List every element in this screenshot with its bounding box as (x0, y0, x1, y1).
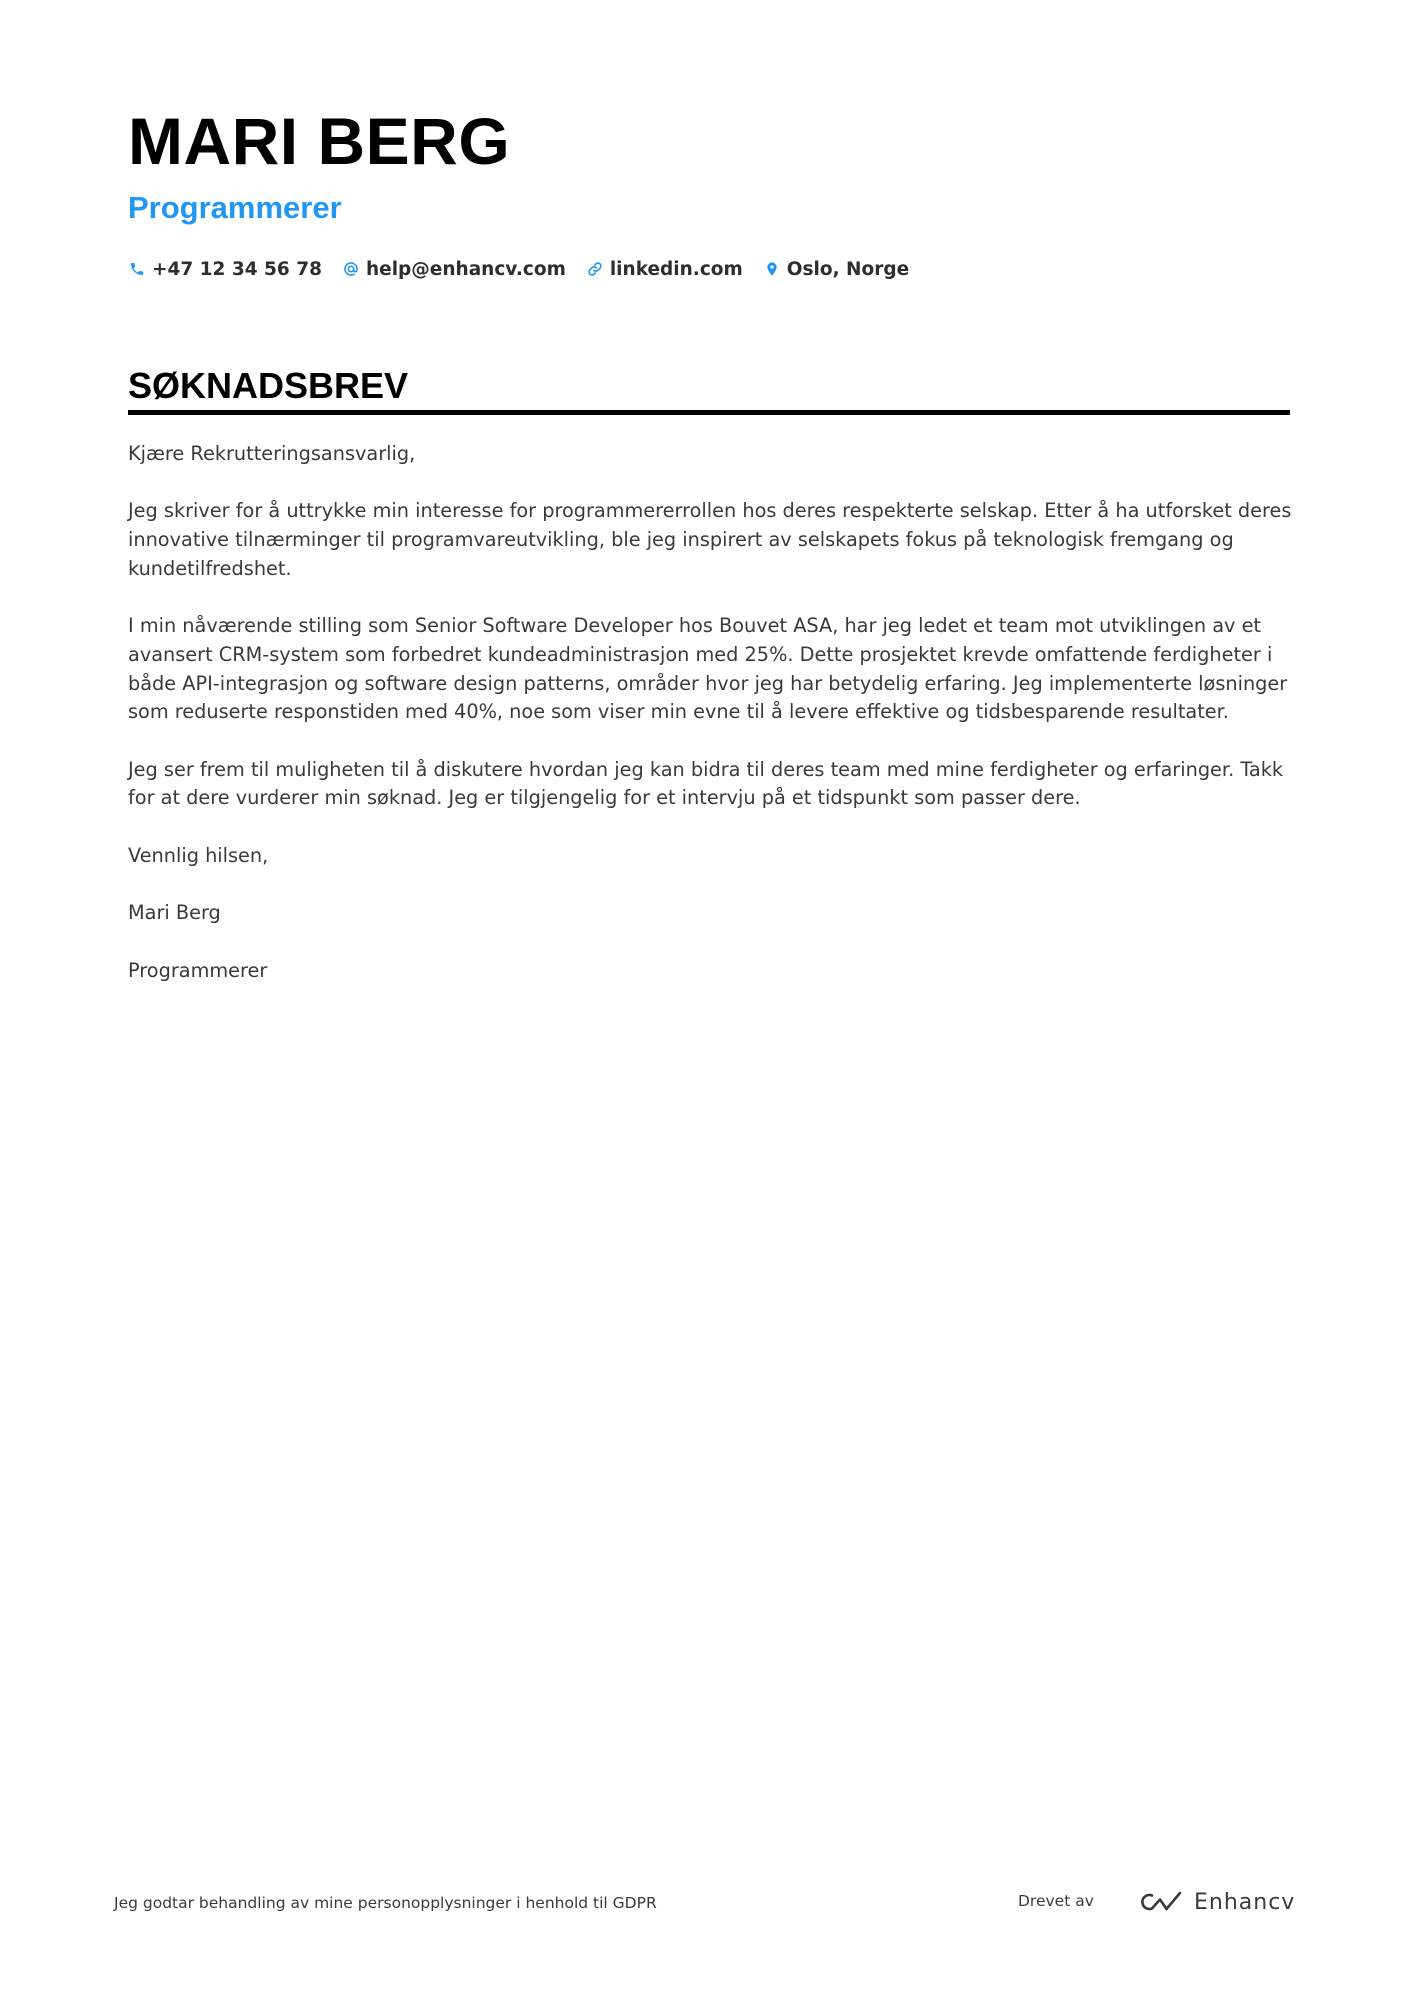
section-title: SØKNADSBREV (128, 365, 409, 406)
phone-number: +47 12 34 56 78 (152, 258, 322, 280)
letter-closing: Vennlig hilsen, (128, 843, 269, 867)
contact-location (763, 259, 909, 280)
letter-paragraph: Jeg skriver for å uttrykke min interesse for programmererrollen hos deres respekterte selskap. Etter å ha utforsket deres innovative tilnærminger til programvareutvikling, ble jeg inspirert av selskapets fokus på teknologisk fremgang og kundetilfredshet. (128, 499, 1292, 580)
candidate-name: MARI BERG (128, 104, 511, 178)
contact-link[interactable] (586, 259, 743, 280)
enhancv-logo-icon (1138, 1889, 1184, 1915)
letter-body (128, 440, 1293, 1014)
gdpr-consent-note: Jeg godtar behandling av mine personopplysninger i henhold til GDPR (114, 1894, 657, 1912)
letter-paragraph: I min nåværende stilling som Senior Software Developer hos Bouvet ASA, har jeg ledet et team mot utviklingen av et avansert CRM-system som forbedret kundeadministrasjon med 25%. Dette prosjektet krevde omfattende ferdigheter i både API-integrasjon og software design patterns, områder hvor jeg har betydelig erfaring. Jeg implementerte løsninger som reduserte responstiden med 40%, noe som viser min evne til å levere effektive og tidsbesparende resultater. (128, 614, 1288, 724)
map-pin-icon (763, 260, 781, 278)
contact-bar (128, 254, 929, 284)
signature-title: Programmerer (128, 958, 268, 982)
letter-paragraph: Jeg ser frem til muligheten til å diskutere hvordan jeg kan bidra til deres team med mine ferdigheter og erfaringer. Takk for at dere vurderer min søknad. Jeg er tilgjengelig for et intervju på et tidspunkt som passer dere. (128, 757, 1284, 810)
at-icon (342, 260, 360, 278)
section-divider (128, 410, 1290, 415)
phone-icon (128, 260, 146, 278)
brand-logo[interactable] (1138, 1885, 1295, 1919)
signature-name: Mari Berg (128, 901, 221, 925)
powered-by-label: Drevet av (1018, 1892, 1094, 1910)
link-text[interactable]: linkedin.com (609, 258, 743, 280)
brand-name: Enhancv (1194, 1889, 1296, 1915)
link-icon (586, 260, 604, 278)
email-address[interactable]: help@enhancv.com (366, 258, 566, 280)
letter-greeting: Kjære Rekrutteringsansvarlig, (128, 442, 416, 465)
location-text: Oslo, Norge (786, 258, 910, 280)
contact-phone (128, 259, 322, 280)
contact-email[interactable] (342, 259, 566, 280)
candidate-title: Programmerer (128, 190, 342, 225)
